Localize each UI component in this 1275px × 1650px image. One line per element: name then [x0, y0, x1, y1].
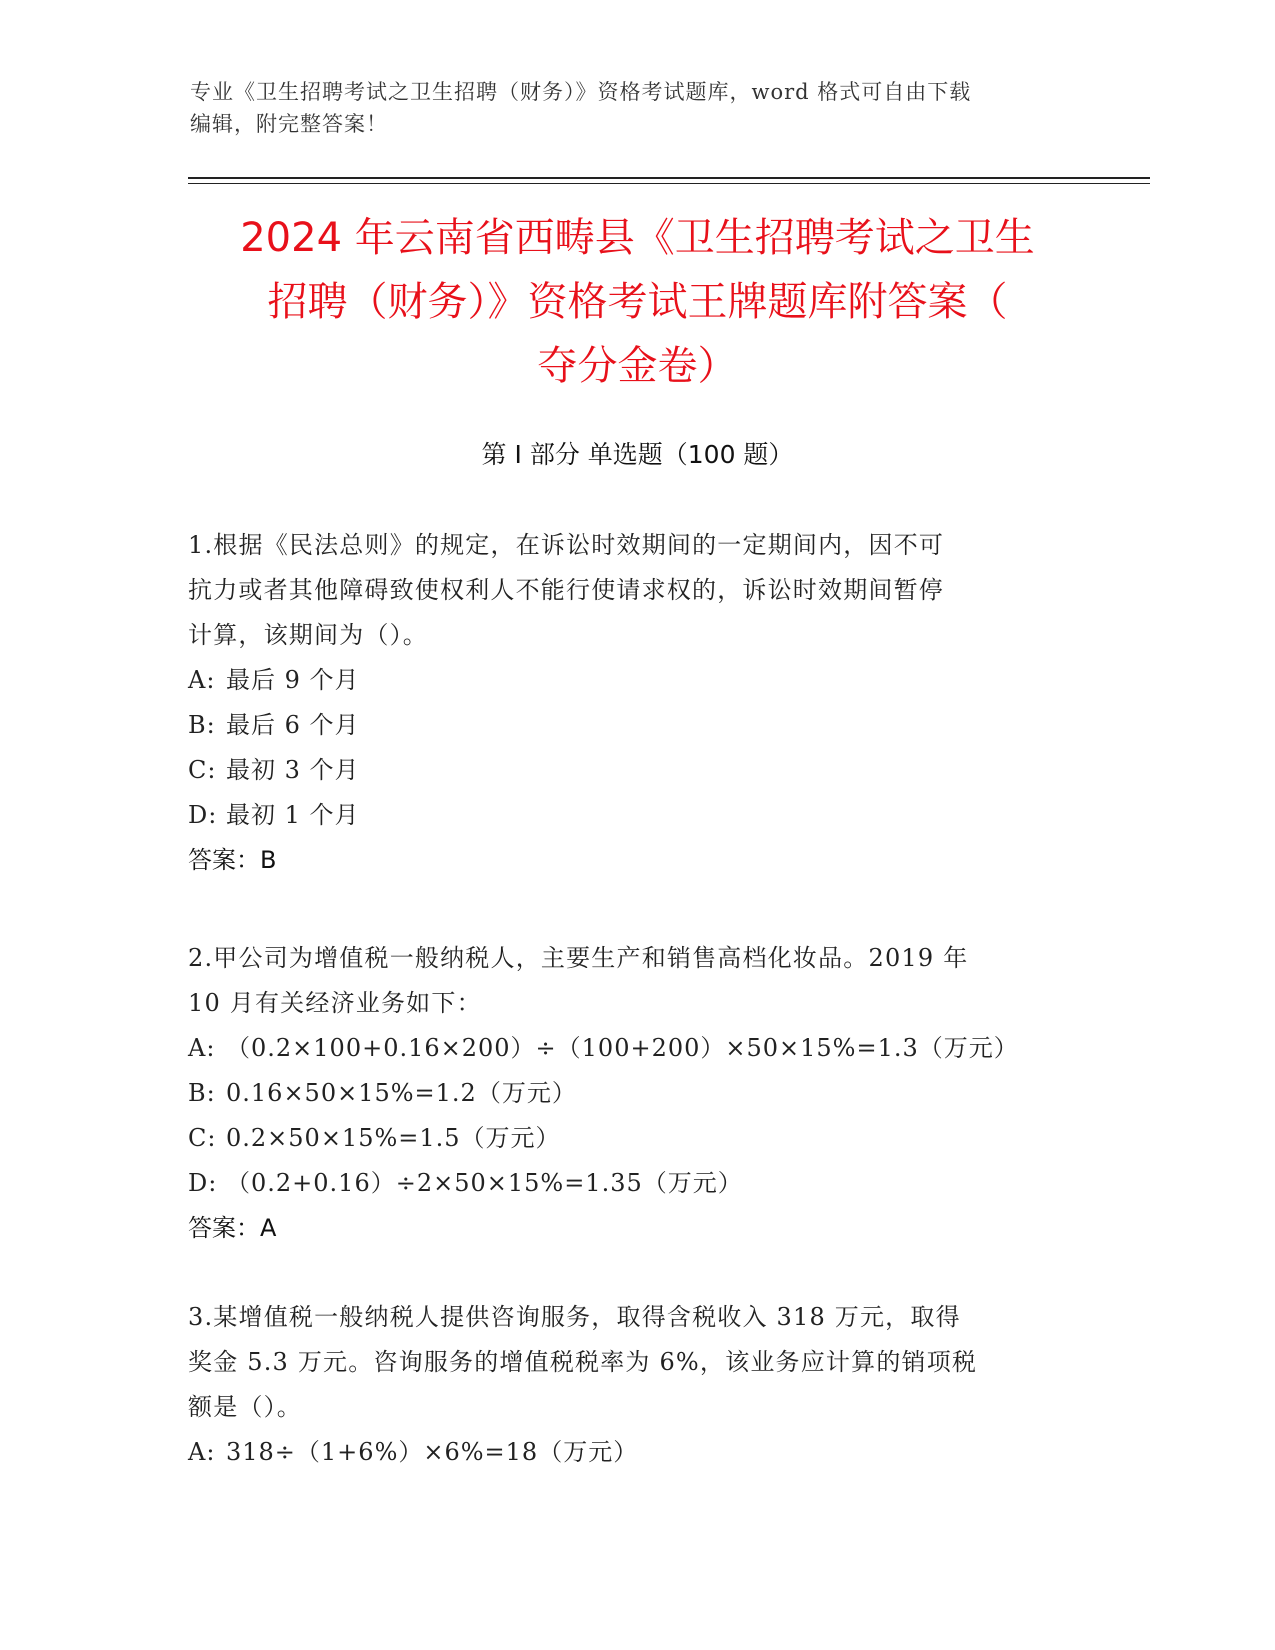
question-3: [188, 1295, 1068, 1475]
stem-line: 10 月有关经济业务如下：: [188, 989, 482, 1017]
option-b: [188, 1071, 1068, 1116]
option-b: [188, 703, 1068, 748]
section-heading: 第 I 部分 单选题（100 题）: [481, 440, 794, 469]
stem-line: 奖金 5.3 万元。咨询服务的增值税税率为 6%，该业务应计算的销项税: [188, 1348, 978, 1376]
title-line: 夺分金卷）: [537, 343, 738, 389]
option-letter: B:: [188, 711, 216, 739]
title-line: 招聘（财务）》资格考试王牌题库附答案（: [267, 279, 1008, 325]
question-stem: [188, 1295, 1068, 1430]
stem-line: 2.甲公司为增值税一般纳税人，主要生产和销售高档化妆品。2019 年: [188, 944, 969, 972]
header-divider-thin: [188, 183, 1150, 184]
option-letter: A:: [188, 1438, 216, 1466]
stem-line: 计算，该期间为（）。: [188, 621, 428, 649]
option-text: 最后 9 个月: [226, 666, 360, 694]
header-divider-thick: [188, 177, 1150, 179]
header-note-line: 专业《卫生招聘考试之卫生招聘（财务）》资格考试题库，word 格式可自由下载: [190, 80, 972, 104]
option-c: [188, 1116, 1068, 1161]
answer-line: 答案：B: [188, 846, 277, 874]
stem-line: 3.某增值税一般纳税人提供咨询服务，取得含税收入 318 万元，取得: [188, 1303, 961, 1331]
option-text: （0.2×100+0.16×200）÷（100+200）×50×15%=1.3（万元）: [226, 1034, 1019, 1062]
option-text: 0.16×50×15%=1.2（万元）: [226, 1079, 577, 1107]
stem-line: 额是（）。: [188, 1393, 302, 1421]
option-a: [188, 1026, 1068, 1071]
option-text: 最后 6 个月: [226, 711, 360, 739]
option-text: （0.2+0.16）÷2×50×15%=1.35（万元）: [226, 1169, 743, 1197]
option-letter: C:: [188, 756, 217, 784]
option-letter: C:: [188, 1124, 217, 1152]
option-letter: D:: [188, 801, 218, 829]
header-note: [190, 76, 1090, 140]
document-title: [150, 206, 1125, 398]
answer-line: 答案：A: [188, 1214, 277, 1242]
option-c: [188, 748, 1068, 793]
option-text: 最初 1 个月: [226, 801, 360, 829]
title-line: 2024 年云南省西畴县《卫生招聘考试之卫生: [240, 215, 1035, 261]
option-d: [188, 1161, 1068, 1206]
question-2: [188, 936, 1068, 1251]
option-letter: A:: [188, 666, 216, 694]
option-letter: A:: [188, 1034, 216, 1062]
question-1: [188, 523, 1068, 883]
header-note-line: 编辑，附完整答案！: [190, 112, 388, 136]
question-stem: [188, 523, 1068, 658]
option-a: [188, 658, 1068, 703]
option-letter: B:: [188, 1079, 216, 1107]
stem-line: 1.根据《民法总则》的规定，在诉讼时效期间的一定期间内，因不可: [188, 531, 945, 559]
option-d: [188, 793, 1068, 838]
option-letter: D:: [188, 1169, 218, 1197]
stem-line: 抗力或者其他障碍致使权利人不能行使请求权的，诉讼时效期间暂停: [188, 576, 944, 604]
option-text: 318÷（1+6%）×6%=18（万元）: [226, 1438, 639, 1466]
option-text: 0.2×50×15%=1.5（万元）: [226, 1124, 561, 1152]
question-stem: [188, 936, 1068, 1026]
option-a: [188, 1430, 1068, 1475]
option-text: 最初 3 个月: [226, 756, 360, 784]
